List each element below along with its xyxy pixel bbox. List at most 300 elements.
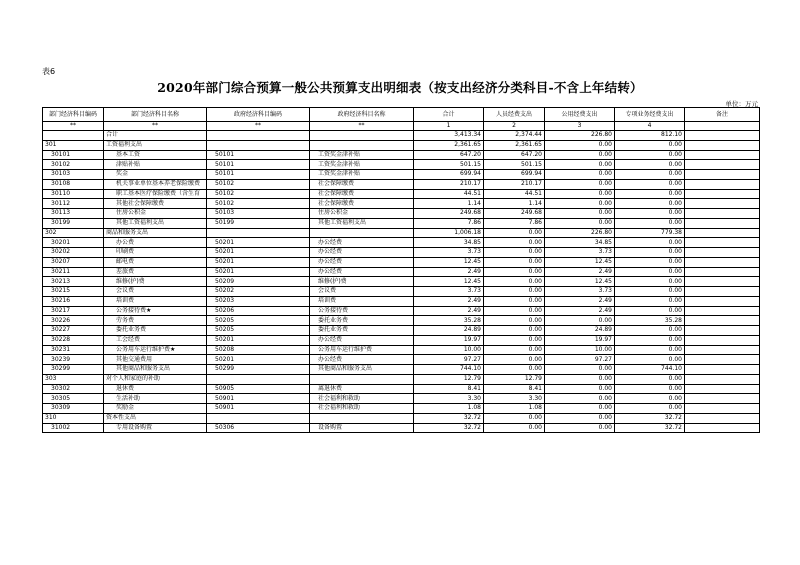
gov-code-cell: 50201 [207,238,310,248]
table-row [43,306,760,316]
dept-code-cell: 30217 [43,306,104,316]
remark-cell [685,257,760,267]
total-cell: 35.28 [414,316,484,326]
dept-code-cell: 30201 [43,238,104,248]
special-cell: 744.10 [615,365,685,375]
total-cell: 7.86 [414,218,484,228]
expenditure-detail-table [42,107,760,433]
column-header: 政府经济科目名称 [310,108,414,122]
total-row [43,131,760,141]
total-cell: 97.27 [414,355,484,365]
personnel-cell: 7.86 [484,218,545,228]
personnel-cell: 647.20 [484,150,545,160]
gov-code-cell: 50102 [207,179,310,189]
column-index: ** [43,122,104,131]
total-cell: 3.30 [414,394,484,404]
gov-code-cell: 50905 [207,384,310,394]
dept-code-cell: 30216 [43,296,104,306]
table-row [43,267,760,277]
gov-name-cell: 委托业务费 [310,316,414,326]
remark-cell [685,335,760,345]
gov-code-cell: 50101 [207,170,310,180]
gov-code-cell: 50201 [207,335,310,345]
table-tag: 表6 [42,67,56,76]
remark-cell [685,355,760,365]
public-cell: 0.00 [545,140,615,150]
total-cell: 699.94 [414,170,484,180]
table-body [43,131,760,433]
dept-name-cell: 对个人和家庭的补助 [104,374,207,384]
special-cell: 0.00 [615,277,685,287]
gov-code-cell: 50901 [207,404,310,414]
gov-name-cell: 委托业务费 [310,326,414,336]
gov-code-cell: 50901 [207,394,310,404]
dept-code-cell: 301 [43,140,104,150]
gov-name-cell: 办公经费 [310,267,414,277]
personnel-cell: 0.00 [484,413,545,423]
gov-code-cell: 50202 [207,287,310,297]
dept-code-cell: 310 [43,413,104,423]
personnel-cell: 0.00 [484,365,545,375]
public-cell: 0.00 [545,374,615,384]
dept-name-cell: 邮电费 [104,257,207,267]
dept-name-cell: 合计 [104,131,207,141]
personnel-cell: 249.68 [484,209,545,219]
dept-name-cell: 公务接待费★ [104,306,207,316]
dept-code-cell: 30108 [43,179,104,189]
total-cell: 3.73 [414,248,484,258]
dept-name-cell: 其他社会保障缴费 [104,199,207,209]
dept-name-cell: 基本工资 [104,150,207,160]
personnel-cell: 501.15 [484,160,545,170]
special-cell: 0.00 [615,209,685,219]
special-cell: 812.10 [615,131,685,141]
personnel-cell: 2,361.65 [484,140,545,150]
dept-code-cell: 30302 [43,384,104,394]
remark-cell [685,365,760,375]
table-row [43,355,760,365]
personnel-cell: 0.00 [484,287,545,297]
public-cell: 0.00 [545,365,615,375]
personnel-cell: 210.17 [484,179,545,189]
public-cell: 0.00 [545,199,615,209]
remark-cell [685,248,760,258]
public-cell: 0.00 [545,160,615,170]
column-header: 部门经济科目名称 [104,108,207,122]
gov-name-cell: 社会保障缴费 [310,199,414,209]
personnel-cell: 8.41 [484,384,545,394]
dept-code-cell: 30227 [43,326,104,336]
table-row [43,316,760,326]
remark-cell [685,170,760,180]
dept-code-cell: 30239 [43,355,104,365]
special-cell: 0.00 [615,326,685,336]
table-row [43,345,760,355]
total-cell: 2.49 [414,296,484,306]
remark-cell [685,287,760,297]
gov-name-cell: 维修(护)费 [310,277,414,287]
public-cell: 0.00 [545,170,615,180]
dept-name-cell: 机关事业单位基本养老保险缴费 [104,179,207,189]
personnel-cell: 0.00 [484,228,545,238]
gov-name-cell [310,228,414,238]
public-cell: 34.85 [545,238,615,248]
special-cell: 0.00 [615,150,685,160]
dept-code-cell: 30228 [43,335,104,345]
gov-name-cell [310,374,414,384]
public-cell: 3.73 [545,248,615,258]
gov-code-cell: 50209 [207,277,310,287]
public-cell: 12.45 [545,277,615,287]
dept-code-cell: 30101 [43,150,104,160]
table-row [43,257,760,267]
public-cell: 0.00 [545,316,615,326]
dept-name-cell: 津贴补贴 [104,160,207,170]
dept-name-cell: 其他交通费用 [104,355,207,365]
special-cell: 0.00 [615,345,685,355]
personnel-cell: 0.00 [484,345,545,355]
table-row [43,160,760,170]
gov-code-cell: 50201 [207,355,310,365]
gov-name-cell: 其他商品和服务支出 [310,365,414,375]
dept-code-cell: 30215 [43,287,104,297]
dept-code-cell: 303 [43,374,104,384]
dept-code-cell: 30305 [43,394,104,404]
table-row [43,287,760,297]
special-cell: 0.00 [615,296,685,306]
special-cell: 0.00 [615,189,685,199]
special-cell: 0.00 [615,160,685,170]
public-cell: 19.97 [545,335,615,345]
public-cell: 0.00 [545,423,615,433]
dept-name-cell: 住房公积金 [104,209,207,219]
table-row [43,140,760,150]
dept-name-cell: 奖励金 [104,404,207,414]
gov-code-cell [207,140,310,150]
dept-code-cell: 30102 [43,160,104,170]
dept-name-cell: 专用设备购置 [104,423,207,433]
gov-name-cell: 办公经费 [310,257,414,267]
personnel-cell: 0.00 [484,257,545,267]
column-index: ** [104,122,207,131]
total-cell: 249.68 [414,209,484,219]
dept-name-cell: 劳务费 [104,316,207,326]
dept-name-cell: 公务用车运行维护费★ [104,345,207,355]
column-index: 1 [414,122,484,131]
remark-cell [685,228,760,238]
total-cell: 12.45 [414,277,484,287]
gov-name-cell: 公务接待费 [310,306,414,316]
public-cell: 0.00 [545,150,615,160]
gov-code-cell: 50102 [207,189,310,199]
total-cell: 2.49 [414,306,484,316]
public-cell: 97.27 [545,355,615,365]
dept-name-cell: 差旅费 [104,267,207,277]
table-row [43,413,760,423]
gov-code-cell: 50203 [207,296,310,306]
table-row [43,277,760,287]
personnel-cell: 0.00 [484,296,545,306]
column-header: 人员经费支出 [484,108,545,122]
special-cell: 0.00 [615,179,685,189]
public-cell: 226.80 [545,131,615,141]
remark-cell [685,150,760,160]
personnel-cell: 0.00 [484,326,545,336]
column-header: 备注 [685,108,760,122]
total-cell: 10.00 [414,345,484,355]
table-row [43,170,760,180]
dept-code-cell: 30226 [43,316,104,326]
gov-name-cell: 工资奖金津补贴 [310,160,414,170]
special-cell: 32.72 [615,423,685,433]
column-index: ** [310,122,414,131]
special-cell: 0.00 [615,306,685,316]
dept-code-cell: 31002 [43,423,104,433]
dept-code-cell: 30199 [43,218,104,228]
gov-name-cell: 工资奖金津补贴 [310,170,414,180]
gov-code-cell: 50205 [207,316,310,326]
remark-cell [685,394,760,404]
gov-code-cell: 50101 [207,160,310,170]
table-row [43,296,760,306]
gov-name-cell: 会议费 [310,287,414,297]
dept-code-cell: 30113 [43,209,104,219]
special-cell: 35.28 [615,316,685,326]
dept-name-cell: 工会经费 [104,335,207,345]
remark-cell [685,277,760,287]
table-row [43,238,760,248]
personnel-cell: 12.79 [484,374,545,384]
personnel-cell: 44.51 [484,189,545,199]
dept-name-cell: 培训费 [104,296,207,306]
personnel-cell: 0.00 [484,238,545,248]
gov-code-cell: 50205 [207,326,310,336]
table-subheader-row [43,122,760,131]
total-cell: 19.97 [414,335,484,345]
dept-code-cell: 30112 [43,199,104,209]
personnel-cell: 1.14 [484,199,545,209]
special-cell: 0.00 [615,287,685,297]
special-cell: 0.00 [615,267,685,277]
gov-name-cell [310,413,414,423]
total-cell: 34.85 [414,238,484,248]
special-cell: 0.00 [615,257,685,267]
remark-cell [685,199,760,209]
total-cell: 12.45 [414,257,484,267]
table-row [43,394,760,404]
remark-cell [685,179,760,189]
table-row [43,150,760,160]
dept-code-cell: 30103 [43,170,104,180]
total-cell: 501.15 [414,160,484,170]
table-row [43,218,760,228]
column-header: 政府经济科目编码 [207,108,310,122]
remark-cell [685,131,760,141]
dept-name-cell: 其他工资福利支出 [104,218,207,228]
public-cell: 0.00 [545,179,615,189]
public-cell: 3.73 [545,287,615,297]
gov-code-cell: 50101 [207,150,310,160]
total-cell: 1.08 [414,404,484,414]
public-cell: 2.49 [545,306,615,316]
total-cell: 647.20 [414,150,484,160]
total-cell: 32.72 [414,413,484,423]
unit-label: 单位：万元 [725,100,758,108]
public-cell: 12.45 [545,257,615,267]
document-title: 2020年部门综合预算一般公共预算支出明细表（按支出经济分类科目-不含上年结转） [157,80,643,95]
dept-name-cell: 生活补助 [104,394,207,404]
special-cell: 0.00 [615,374,685,384]
gov-code-cell: 50201 [207,257,310,267]
table-row [43,228,760,238]
gov-code-cell: 50103 [207,209,310,219]
public-cell: 0.00 [545,218,615,228]
gov-code-cell [207,131,310,141]
personnel-cell: 0.00 [484,277,545,287]
dept-name-cell: 职工基本医疗保险缴费（含生育 [104,189,207,199]
total-cell: 210.17 [414,179,484,189]
table-row [43,199,760,209]
column-index: ** [207,122,310,131]
column-header: 公用经费支出 [545,108,615,122]
remark-cell [685,384,760,394]
total-cell: 3,413.34 [414,131,484,141]
gov-name-cell: 办公经费 [310,238,414,248]
gov-code-cell: 50201 [207,248,310,258]
personnel-cell: 0.00 [484,248,545,258]
table-header-row [43,108,760,122]
gov-code-cell [207,374,310,384]
dept-code-cell: 30207 [43,257,104,267]
special-cell: 0.00 [615,355,685,365]
table-row [43,335,760,345]
dept-code-cell: 30309 [43,404,104,414]
gov-code-cell [207,228,310,238]
table-row [43,209,760,219]
table-row [43,404,760,414]
dept-name-cell: 资本性支出 [104,413,207,423]
gov-name-cell: 培训费 [310,296,414,306]
column-header: 合计 [414,108,484,122]
gov-code-cell: 50208 [207,345,310,355]
gov-code-cell [207,413,310,423]
table-row [43,423,760,433]
special-cell: 0.00 [615,248,685,258]
public-cell: 226.80 [545,228,615,238]
table-row [43,326,760,336]
total-cell: 12.79 [414,374,484,384]
gov-name-cell [310,131,414,141]
table-row [43,365,760,375]
public-cell: 0.00 [545,384,615,394]
column-header: 专项业务经费支出 [615,108,685,122]
gov-name-cell: 设备购置 [310,423,414,433]
remark-cell [685,306,760,316]
table-row [43,374,760,384]
gov-code-cell: 50206 [207,306,310,316]
column-index: 3 [545,122,615,131]
gov-code-cell: 50306 [207,423,310,433]
gov-name-cell: 社会保障缴费 [310,179,414,189]
dept-name-cell: 商品和服务支出 [104,228,207,238]
gov-code-cell: 50299 [207,365,310,375]
gov-name-cell: 办公经费 [310,248,414,258]
total-cell: 2.49 [414,267,484,277]
remark-cell [685,140,760,150]
dept-code-cell: 30202 [43,248,104,258]
dept-name-cell: 办公费 [104,238,207,248]
remark-cell [685,238,760,248]
dept-name-cell: 工资福利支出 [104,140,207,150]
special-cell: 0.00 [615,170,685,180]
special-cell: 0.00 [615,394,685,404]
dept-name-cell: 退休费 [104,384,207,394]
personnel-cell: 0.00 [484,267,545,277]
remark-cell [685,209,760,219]
dept-name-cell: 委托业务费 [104,326,207,336]
column-index [685,122,760,131]
gov-name-cell: 社会保障缴费 [310,189,414,199]
special-cell: 32.72 [615,413,685,423]
gov-name-cell [310,140,414,150]
public-cell: 0.00 [545,189,615,199]
gov-code-cell: 50102 [207,199,310,209]
gov-code-cell: 50201 [207,267,310,277]
special-cell: 0.00 [615,384,685,394]
personnel-cell: 1.08 [484,404,545,414]
total-cell: 744.10 [414,365,484,375]
dept-code-cell: 30213 [43,277,104,287]
table-row [43,248,760,258]
remark-cell [685,160,760,170]
special-cell: 0.00 [615,335,685,345]
table-row [43,384,760,394]
special-cell: 0.00 [615,140,685,150]
dept-code-cell: 30299 [43,365,104,375]
remark-cell [685,423,760,433]
table-row [43,179,760,189]
gov-name-cell: 公务用车运行维护费 [310,345,414,355]
personnel-cell: 0.00 [484,306,545,316]
gov-name-cell: 离退休费 [310,384,414,394]
remark-cell [685,413,760,423]
remark-cell [685,404,760,414]
gov-name-cell: 社会福利和救助 [310,394,414,404]
dept-name-cell: 其他商品和服务支出 [104,365,207,375]
personnel-cell: 0.00 [484,423,545,433]
dept-name-cell: 维修(护)费 [104,277,207,287]
dept-code-cell: 302 [43,228,104,238]
dept-name-cell: 会议费 [104,287,207,297]
total-cell: 1,006.18 [414,228,484,238]
total-cell: 3.73 [414,287,484,297]
gov-name-cell: 工资奖金津补贴 [310,150,414,160]
dept-code-cell: 30110 [43,189,104,199]
special-cell: 0.00 [615,404,685,414]
total-cell: 44.51 [414,189,484,199]
personnel-cell: 699.94 [484,170,545,180]
column-header: 部门经济科目编码 [43,108,104,122]
public-cell: 0.00 [545,413,615,423]
public-cell: 2.49 [545,267,615,277]
remark-cell [685,267,760,277]
special-cell: 0.00 [615,218,685,228]
public-cell: 0.00 [545,394,615,404]
gov-name-cell: 社会福利和救助 [310,404,414,414]
gov-name-cell: 住房公积金 [310,209,414,219]
special-cell: 0.00 [615,238,685,248]
remark-cell [685,374,760,384]
